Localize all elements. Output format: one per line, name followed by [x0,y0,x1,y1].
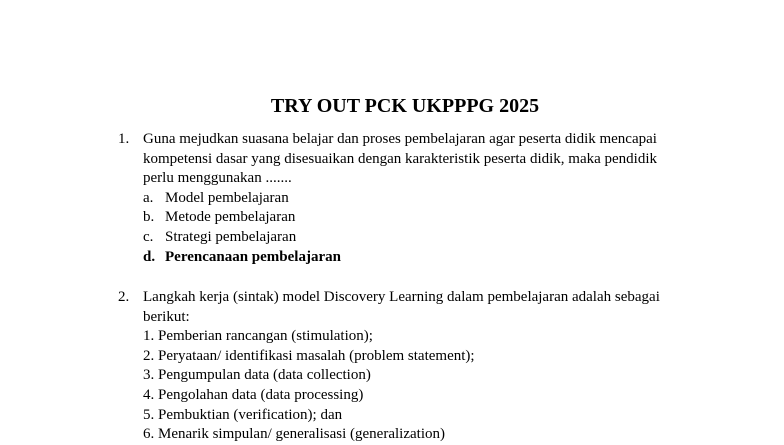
step-item: 5. Pembuktian (verification); dan [143,406,343,423]
question-number: 1. [118,131,130,147]
option-text: Strategi pembelajaran [165,228,297,245]
option-a [143,189,718,209]
option-b [143,208,718,228]
question-1 [118,130,718,267]
question-text-line: perlu menggunakan ....... [143,170,292,187]
step-item: 1. Pemberian rancangan (stimulation); [143,328,373,345]
step-item: 6. Menarik simpulan/ generalisasi (generalization) [143,426,445,443]
document-title: TRY OUT PCK UKPPPG 2025 [270,95,540,117]
question-text-line: kompetensi dasar yang disesuaikan dengan karakteristik peserta didik, maka pendidik [143,150,658,167]
question-text-line: Guna mejudkan suasana belajar dan proses pembelajaran agar peserta didik mencapai [143,131,657,147]
option-text: Model pembelajaran [165,189,289,206]
option-letter: d. [143,248,156,265]
option-letter: b. [143,209,155,226]
option-letter: a. [143,189,154,206]
question-2 [118,288,718,445]
step-item: 2. Peryataan/ identifikasi masalah (problem statement); [143,347,475,364]
option-letter: c. [143,228,154,245]
question-body [143,130,718,267]
step-item: 4. Pengolahan data (data processing) [143,386,364,403]
question-text-line: Langkah kerja (sintak) model Discovery Learning dalam pembelajaran adalah sebagai [143,289,660,305]
step-item: 3. Pengumpulan data (data collection) [143,367,371,384]
option-c [143,228,718,248]
question-text-line: berikut: [143,308,190,325]
option-d-answer [143,248,718,268]
option-text: Metode pembelajaran [165,209,296,226]
question-body [143,288,718,445]
question-number: 2. [118,289,130,305]
option-text: Perencanaan pembelajaran [165,248,341,265]
